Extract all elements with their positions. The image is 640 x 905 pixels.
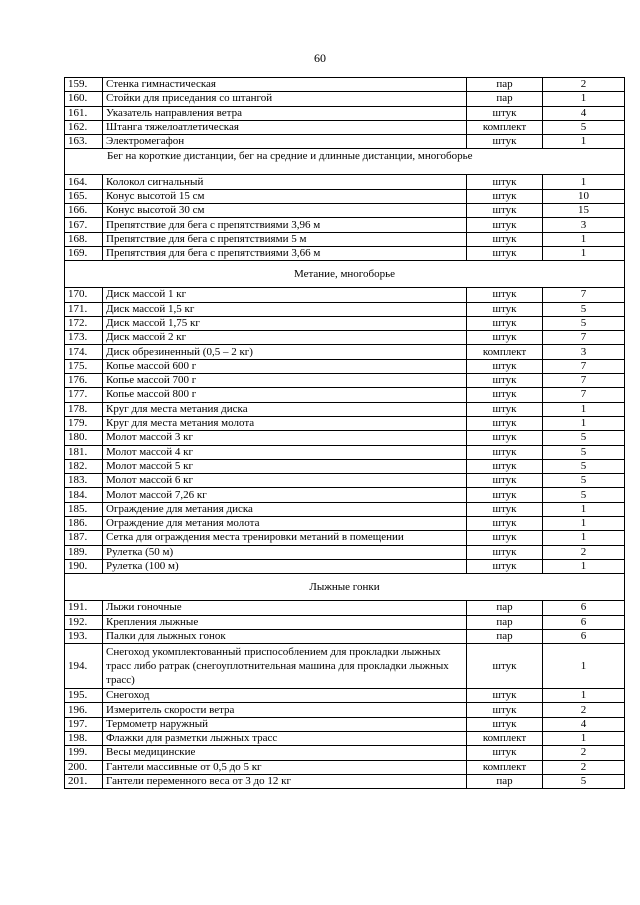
item-unit: штук	[467, 374, 543, 388]
item-quantity: 3	[543, 218, 625, 232]
table-row	[65, 431, 625, 445]
item-quantity: 15	[543, 204, 625, 218]
row-number: 180.	[65, 431, 103, 445]
item-quantity: 1	[543, 232, 625, 246]
row-number: 198.	[65, 731, 103, 745]
table-row	[65, 545, 625, 559]
row-number: 163.	[65, 135, 103, 149]
row-number: 175.	[65, 359, 103, 373]
table-row	[65, 601, 625, 615]
item-quantity: 1	[543, 689, 625, 703]
item-name: Препятствия для бега с препятствиями 3,66 м	[103, 246, 467, 260]
item-unit: штук	[467, 204, 543, 218]
table-row	[65, 106, 625, 120]
item-unit: штук	[467, 232, 543, 246]
table-row	[65, 746, 625, 760]
item-quantity: 1	[543, 246, 625, 260]
item-quantity: 1	[543, 559, 625, 573]
item-quantity: 6	[543, 615, 625, 629]
table-row	[65, 644, 625, 689]
section-header-row	[65, 261, 625, 288]
item-quantity: 7	[543, 374, 625, 388]
item-unit: пар	[467, 774, 543, 788]
item-name: Молот массой 3 кг	[103, 431, 467, 445]
item-unit: штук	[467, 218, 543, 232]
item-unit: штук	[467, 488, 543, 502]
row-number: 171.	[65, 302, 103, 316]
item-quantity: 2	[543, 703, 625, 717]
item-name: Диск массой 1,75 кг	[103, 316, 467, 330]
item-name: Сетка для ограждения места тренировки метаний в помещении	[103, 531, 467, 545]
table-row	[65, 774, 625, 788]
item-unit: пар	[467, 601, 543, 615]
table-row	[65, 760, 625, 774]
item-quantity: 2	[543, 760, 625, 774]
table-row	[65, 445, 625, 459]
item-name: Лыжи гоночные	[103, 601, 467, 615]
item-quantity: 1	[543, 135, 625, 149]
item-quantity: 1	[543, 402, 625, 416]
section-title: Бег на короткие дистанции, бег на средние и длинные дистанции, многоборье	[65, 149, 625, 175]
item-quantity: 1	[543, 416, 625, 430]
item-name: Палки для лыжных гонок	[103, 629, 467, 643]
table-row	[65, 92, 625, 106]
item-quantity: 5	[543, 774, 625, 788]
row-number: 178.	[65, 402, 103, 416]
table-row	[65, 345, 625, 359]
item-name: Стенка гимнастическая	[103, 78, 467, 92]
section-header-row	[65, 149, 625, 175]
item-unit: штук	[467, 316, 543, 330]
item-quantity: 5	[543, 445, 625, 459]
item-quantity: 5	[543, 474, 625, 488]
table-row	[65, 459, 625, 473]
item-quantity: 5	[543, 431, 625, 445]
row-number: 162.	[65, 120, 103, 134]
item-unit: штук	[467, 416, 543, 430]
item-quantity: 10	[543, 189, 625, 203]
section-title: Лыжные гонки	[65, 574, 625, 601]
item-quantity: 7	[543, 359, 625, 373]
item-name: Штанга тяжелоатлетическая	[103, 120, 467, 134]
item-quantity: 5	[543, 302, 625, 316]
table-row	[65, 559, 625, 573]
item-unit: штук	[467, 474, 543, 488]
row-number: 190.	[65, 559, 103, 573]
item-unit: штук	[467, 445, 543, 459]
row-number: 187.	[65, 531, 103, 545]
item-unit: пар	[467, 615, 543, 629]
equipment-table-body	[65, 78, 625, 789]
row-number: 167.	[65, 218, 103, 232]
row-number: 176.	[65, 374, 103, 388]
item-name: Рулетка (50 м)	[103, 545, 467, 559]
item-quantity: 3	[543, 345, 625, 359]
item-quantity: 1	[543, 502, 625, 516]
item-unit: штук	[467, 502, 543, 516]
equipment-table	[64, 77, 625, 789]
row-number: 164.	[65, 175, 103, 189]
item-quantity: 1	[543, 644, 625, 689]
item-name: Конус высотой 15 см	[103, 189, 467, 203]
item-unit: штук	[467, 302, 543, 316]
item-unit: штук	[467, 402, 543, 416]
item-quantity: 2	[543, 746, 625, 760]
item-unit: штук	[467, 644, 543, 689]
row-number: 172.	[65, 316, 103, 330]
table-row	[65, 135, 625, 149]
row-number: 173.	[65, 331, 103, 345]
item-quantity: 1	[543, 531, 625, 545]
item-quantity: 2	[543, 545, 625, 559]
item-unit: пар	[467, 92, 543, 106]
section-header-row	[65, 574, 625, 601]
item-quantity: 7	[543, 388, 625, 402]
table-row	[65, 175, 625, 189]
item-name: Молот массой 7,26 кг	[103, 488, 467, 502]
item-quantity: 5	[543, 459, 625, 473]
page-number: 60	[314, 51, 326, 65]
row-number: 174.	[65, 345, 103, 359]
table-row	[65, 717, 625, 731]
table-row	[65, 615, 625, 629]
row-number: 194.	[65, 644, 103, 689]
row-number: 183.	[65, 474, 103, 488]
row-number: 170.	[65, 288, 103, 302]
table-row	[65, 218, 625, 232]
item-name: Снегоход укомплектованный приспособлением для прокладки лыжных трасс либо ратрак (снегоуплотнительная машина для прокладки лыжных трасс)	[103, 644, 467, 689]
table-row	[65, 78, 625, 92]
table-row	[65, 120, 625, 134]
row-number: 182.	[65, 459, 103, 473]
item-unit: штук	[467, 559, 543, 573]
row-number: 200.	[65, 760, 103, 774]
row-number: 193.	[65, 629, 103, 643]
item-unit: штук	[467, 246, 543, 260]
item-name: Круг для места метания молота	[103, 416, 467, 430]
table-row	[65, 402, 625, 416]
item-quantity: 6	[543, 629, 625, 643]
item-quantity: 1	[543, 175, 625, 189]
item-unit: штук	[467, 746, 543, 760]
row-number: 197.	[65, 717, 103, 731]
row-number: 189.	[65, 545, 103, 559]
item-name: Ограждение для метания молота	[103, 517, 467, 531]
row-number: 199.	[65, 746, 103, 760]
row-number: 186.	[65, 517, 103, 531]
table-row	[65, 488, 625, 502]
item-name: Молот массой 6 кг	[103, 474, 467, 488]
section-title: Метание, многоборье	[65, 261, 625, 288]
row-number: 166.	[65, 204, 103, 218]
item-name: Препятствие для бега с препятствиями 3,96 м	[103, 218, 467, 232]
item-unit: штук	[467, 189, 543, 203]
item-unit: штук	[467, 359, 543, 373]
item-name: Молот массой 5 кг	[103, 459, 467, 473]
item-quantity: 5	[543, 316, 625, 330]
item-name: Ограждение для метания диска	[103, 502, 467, 516]
item-unit: комплект	[467, 120, 543, 134]
item-name: Флажки для разметки лыжных трасс	[103, 731, 467, 745]
item-unit: штук	[467, 431, 543, 445]
item-quantity: 2	[543, 78, 625, 92]
item-quantity: 5	[543, 488, 625, 502]
item-unit: пар	[467, 78, 543, 92]
item-name: Указатель направления ветра	[103, 106, 467, 120]
item-quantity: 1	[543, 731, 625, 745]
item-quantity: 1	[543, 517, 625, 531]
item-name: Стойки для приседания со штангой	[103, 92, 467, 106]
row-number: 184.	[65, 488, 103, 502]
item-name: Снегоход	[103, 689, 467, 703]
item-name: Крепления лыжные	[103, 615, 467, 629]
item-quantity: 7	[543, 331, 625, 345]
item-name: Диск массой 1,5 кг	[103, 302, 467, 316]
item-name: Рулетка (100 м)	[103, 559, 467, 573]
row-number: 192.	[65, 615, 103, 629]
item-quantity: 5	[543, 120, 625, 134]
row-number: 161.	[65, 106, 103, 120]
table-row	[65, 474, 625, 488]
table-row	[65, 388, 625, 402]
item-unit: штук	[467, 106, 543, 120]
item-name: Молот массой 4 кг	[103, 445, 467, 459]
row-number: 159.	[65, 78, 103, 92]
item-name: Копье массой 800 г	[103, 388, 467, 402]
item-unit: штук	[467, 703, 543, 717]
item-name: Диск обрезиненный (0,5 – 2 кг)	[103, 345, 467, 359]
table-row	[65, 302, 625, 316]
item-name: Измеритель скорости ветра	[103, 703, 467, 717]
item-unit: штук	[467, 388, 543, 402]
table-row	[65, 189, 625, 203]
table-row	[65, 629, 625, 643]
item-name: Гантели переменного веса от 3 до 12 кг	[103, 774, 467, 788]
row-number: 168.	[65, 232, 103, 246]
row-number: 160.	[65, 92, 103, 106]
table-row	[65, 288, 625, 302]
row-number: 179.	[65, 416, 103, 430]
table-row	[65, 204, 625, 218]
item-quantity: 6	[543, 601, 625, 615]
table-row	[65, 331, 625, 345]
item-name: Конус высотой 30 см	[103, 204, 467, 218]
item-name: Термометр наружный	[103, 717, 467, 731]
item-name: Круг для места метания диска	[103, 402, 467, 416]
row-number: 201.	[65, 774, 103, 788]
table-row	[65, 246, 625, 260]
item-name: Гантели массивные от 0,5 до 5 кг	[103, 760, 467, 774]
item-name: Диск массой 1 кг	[103, 288, 467, 302]
row-number: 196.	[65, 703, 103, 717]
table-row	[65, 689, 625, 703]
item-unit: штук	[467, 288, 543, 302]
item-unit: штук	[467, 459, 543, 473]
item-quantity: 1	[543, 92, 625, 106]
item-unit: штук	[467, 545, 543, 559]
item-name: Копье массой 600 г	[103, 359, 467, 373]
row-number: 185.	[65, 502, 103, 516]
item-unit: штук	[467, 135, 543, 149]
table-row	[65, 359, 625, 373]
table-row	[65, 374, 625, 388]
row-number: 169.	[65, 246, 103, 260]
row-number: 177.	[65, 388, 103, 402]
item-unit: штук	[467, 175, 543, 189]
row-number: 181.	[65, 445, 103, 459]
row-number: 191.	[65, 601, 103, 615]
item-unit: комплект	[467, 345, 543, 359]
table-row	[65, 316, 625, 330]
item-unit: штук	[467, 331, 543, 345]
table-row	[65, 531, 625, 545]
item-quantity: 7	[543, 288, 625, 302]
item-unit: штук	[467, 531, 543, 545]
table-row	[65, 416, 625, 430]
item-name: Копье массой 700 г	[103, 374, 467, 388]
table-row	[65, 232, 625, 246]
item-unit: штук	[467, 689, 543, 703]
item-name: Весы медицинские	[103, 746, 467, 760]
item-quantity: 4	[543, 106, 625, 120]
row-number: 195.	[65, 689, 103, 703]
item-name: Колокол сигнальный	[103, 175, 467, 189]
row-number: 165.	[65, 189, 103, 203]
table-row	[65, 502, 625, 516]
item-name: Диск массой 2 кг	[103, 331, 467, 345]
item-unit: штук	[467, 517, 543, 531]
item-unit: штук	[467, 717, 543, 731]
table-row	[65, 703, 625, 717]
item-unit: пар	[467, 629, 543, 643]
item-name: Препятствие для бега с препятствиями 5 м	[103, 232, 467, 246]
item-unit: комплект	[467, 760, 543, 774]
item-quantity: 4	[543, 717, 625, 731]
table-row	[65, 731, 625, 745]
item-unit: комплект	[467, 731, 543, 745]
table-row	[65, 517, 625, 531]
item-name: Электромегафон	[103, 135, 467, 149]
